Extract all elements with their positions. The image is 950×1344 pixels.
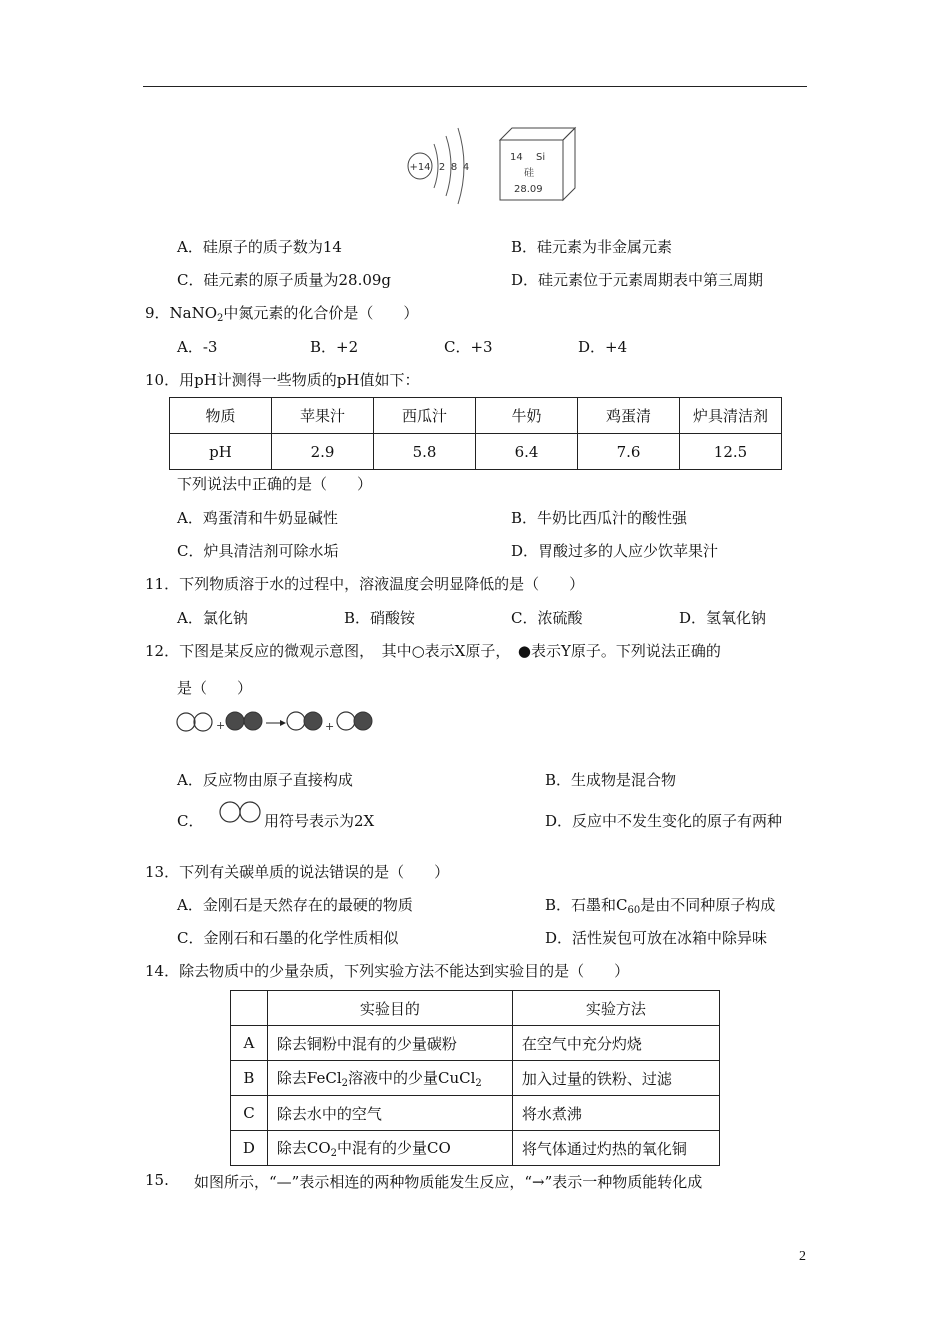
plus-icon: + (216, 719, 226, 732)
table-row (231, 1096, 720, 1131)
table-row (231, 1131, 720, 1166)
cube-top (500, 128, 575, 140)
q14-stem: 14．除去物质中的少量杂质，下列实验方法不能达到实验目的是（ ） (145, 962, 630, 980)
row-purpose: 除去铜粉中混有的少量碳粉 (267, 1026, 512, 1061)
q11-option-c: C．浓硫酸 (511, 609, 583, 627)
shell-count-3: 4 (462, 162, 470, 173)
row-key: A (231, 1026, 268, 1061)
ph-header-cell: 苹果汁 (272, 398, 374, 434)
q12-option-c-text: 用符号表示为2X (264, 812, 375, 830)
ph-table-header-row (170, 398, 782, 434)
silicon-figure (400, 122, 585, 206)
q15-number: 15. (145, 1171, 169, 1189)
q12-option-a: A．反应物由原子直接构成 (177, 771, 353, 789)
ph-header-cell: 鸡蛋清 (578, 398, 680, 434)
row-method: 在空气中充分灼烧 (512, 1026, 719, 1061)
shell-count-1: 2 (438, 162, 446, 173)
ph-table-value-row (170, 434, 782, 470)
q10-option-c: C．炉具清洁剂可除水垢 (177, 542, 339, 560)
q9-option-a: A．-3 (177, 338, 218, 356)
q9-option-c: C．+3 (444, 338, 493, 356)
row-key: C (231, 1096, 268, 1131)
q8-option-b: B．硅元素为非金属元素 (511, 238, 673, 256)
q10-option-b: B．牛奶比西瓜汁的酸性强 (511, 509, 688, 527)
q13-option-a: A．金刚石是天然存在的最硬的物质 (177, 896, 413, 914)
q9-option-d: D．+4 (578, 338, 628, 356)
experiment-table (230, 990, 720, 1166)
arrow-head-icon (280, 720, 286, 726)
q8-option-d: D．硅元素位于元素周期表中第三周期 (511, 271, 764, 289)
plus-icon: + (325, 720, 335, 733)
q13-option-d: D．活性炭包可放在冰箱中除异味 (545, 929, 768, 947)
shell-arc-1 (434, 144, 438, 188)
row-method: 将气体通过灼热的氧化铜 (512, 1131, 719, 1166)
q9-stem: 9．NaNO$_2$中氮元素的化合价是（ ） (145, 304, 419, 324)
q12-option-c-label: C． (177, 812, 204, 830)
q11-stem: 11．下列物质溶于水的过程中，溶液温度会明显降低的是（ ） (145, 575, 585, 593)
q10-option-d: D．胃酸过多的人应少饮苹果汁 (511, 542, 719, 560)
ph-header-cell: 炉具清洁剂 (680, 398, 782, 434)
ph-value-cell: 6.4 (476, 434, 578, 470)
q12-option-d: D．反应中不发生变化的原子有两种 (545, 812, 783, 830)
experiment-header-blank (231, 991, 268, 1026)
q8-option-a: A．硅原子的质子数为14 (177, 238, 342, 256)
x-atom-icon (177, 713, 195, 731)
cube-side (563, 128, 575, 200)
experiment-header-method: 实验方法 (512, 991, 719, 1026)
x-atom-icon (194, 713, 212, 731)
table-row (231, 1061, 720, 1096)
element-name: 硅 (524, 168, 534, 179)
y-atom-icon (354, 712, 372, 730)
ph-header-cell: 西瓜汁 (374, 398, 476, 434)
element-symbol: Si (536, 152, 546, 163)
ph-value-cell: 2.9 (272, 434, 374, 470)
q12-stem: 12．下图是某反应的微观示意图， 其中○表示X原子， ●表示Y原子。下列说法正确的 (145, 642, 721, 660)
atomic-mass: 28.09 (514, 184, 543, 195)
q10-stem: 10．用pH计测得一些物质的pH值如下： (145, 371, 420, 389)
q15-stem: 如图所示，“—”表示相连的两种物质能发生反应，“→”表示一种物质能转化成 (194, 1173, 703, 1191)
row-purpose: 除去FeCl$_2$溶液中的少量CuCl$_2$ (267, 1061, 512, 1096)
nucleus-charge: +14 (409, 162, 431, 173)
row-method: 加入过量的铁粉、过滤 (512, 1061, 719, 1096)
q13-option-c: C．金刚石和石墨的化学性质相似 (177, 929, 399, 947)
row-purpose: 除去水中的空气 (267, 1096, 512, 1131)
q10-option-a: A．鸡蛋清和牛奶显碱性 (177, 509, 338, 527)
ph-table (169, 397, 782, 470)
atomic-number: 14 (510, 152, 523, 163)
q8-option-c: C．硅元素的原子质量为28.09g (177, 271, 392, 289)
q11-option-a: A．氯化钠 (177, 609, 248, 627)
x-atom-icon (337, 712, 355, 730)
experiment-header-purpose: 实验目的 (267, 991, 512, 1026)
y-atom-icon (226, 712, 244, 730)
ph-value-cell: 12.5 (680, 434, 782, 470)
ph-header-cell: 牛奶 (476, 398, 578, 434)
row-key: B (231, 1061, 268, 1096)
q12-stem-cont: 是（ ） (177, 679, 253, 697)
q12-option-b: B．生成物是混合物 (545, 771, 677, 789)
table-row (231, 1026, 720, 1061)
reaction-diagram (176, 708, 380, 736)
shell-count-2: 8 (450, 162, 458, 173)
y-atom-icon (304, 712, 322, 730)
experiment-header-row (231, 991, 720, 1026)
q10-sub-stem: 下列说法中正确的是（ ） (177, 475, 373, 493)
row-purpose: 除去$CO_2$中混有的少量CO (267, 1131, 512, 1166)
ph-value-cell: 5.8 (374, 434, 476, 470)
x2-molecule-icon (218, 800, 264, 824)
header-rule (143, 86, 807, 87)
x-atom-icon (287, 712, 305, 730)
q11-option-b: B．硝酸铵 (344, 609, 416, 627)
row-key: D (231, 1131, 268, 1166)
y-atom-icon (244, 712, 262, 730)
page-number: 2 (799, 1249, 806, 1264)
ph-value-cell: pH (170, 434, 272, 470)
q13-option-b: B．石墨和$C_{60}$是由不同种原子构成 (545, 896, 776, 916)
q9-option-b: B．+2 (310, 338, 359, 356)
q13-stem: 13．下列有关碳单质的说法错误的是（ ） (145, 863, 450, 881)
ph-value-cell: 7.6 (578, 434, 680, 470)
ph-header-cell: 物质 (170, 398, 272, 434)
q11-option-d: D．氢氧化钠 (679, 609, 767, 627)
row-method: 将水煮沸 (512, 1096, 719, 1131)
